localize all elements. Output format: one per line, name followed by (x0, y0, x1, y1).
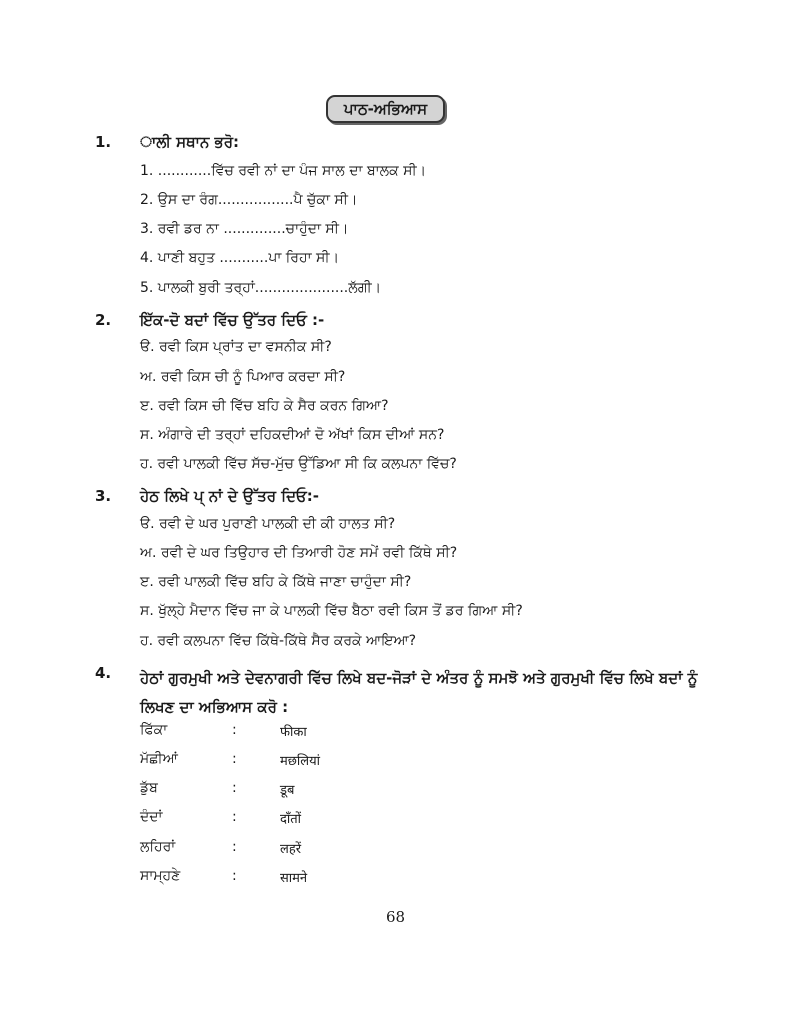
devanagari-word: मछलियां (280, 754, 320, 769)
devanagari-word: लहरें (280, 842, 302, 857)
exercise-heading: ਪਾਠ-ਅਭਿਆਸ (326, 95, 445, 123)
word-pair (140, 722, 440, 742)
section-3-title: ਹੇਠ ਲਿਖੇ ਪ੍ ਨਾਂ ਦੇ ਉੱਤਰ ਦਿਓ:- (140, 487, 319, 505)
section-3-item-2: ਅ. ਰਵੀ ਦੇ ਘਰ ਤਿਉਹਾਰ ਦੀ ਤਿਆਰੀ ਹੋਣ ਸਮੇਂ ਰਵੀ ਕਿੱਥੇ ਸੀ? (140, 545, 458, 561)
section-2-number: 2. (95, 311, 112, 329)
devanagari-word: डूब (280, 783, 295, 798)
pair-separator: : (232, 809, 237, 825)
section-3-item-5: ਹ. ਰਵੀ ਕਲਪਨਾ ਵਿੱਚ ਕਿੱਥੇ-ਕਿੱਥੇ ਸੈਰ ਕਰਕੇ ਆਇਆ? (140, 633, 417, 649)
section-2-item-1: ੳ. ਰਵੀ ਕਿਸ ਪ੍ਰਾਂਤ ਦਾ ਵਸਨੀਕ ਸੀ? (140, 339, 332, 355)
gurmukhi-word: ਫਿੱਕਾ (140, 722, 168, 738)
devanagari-word: फीका (280, 725, 307, 740)
pair-separator: : (232, 780, 237, 796)
word-pair (140, 780, 440, 800)
section-3-item-3: ੲ. ਰਵੀ ਪਾਲਕੀ ਵਿੱਚ ਬਹਿ ਕੇ ਕਿੱਥੇ ਜਾਣਾ ਚਾਹੁੰਦਾ ਸੀ? (140, 574, 412, 590)
section-4-title: ਹੇਠਾਂ ਗੁਰਮੁਖੀ ਅਤੇ ਦੇਵਨਾਗਰੀ ਵਿੱਚ ਲਿਖੇ ਬਦ-ਜੋੜਾਂ ਦੇ ਅੰਤਰ ਨੂੰ ਸਮਝੋ ਅਤੇ ਗੁਰਮੁਖੀ ਵਿੱਚ ਲਿਖੇ ਬਦਾਂ ਨੂੰ ਲਿਖਣ ਦਾ ਅਭਿਆਸ ਕਰੋ : (140, 669, 698, 716)
section-1-item-5: 5. ਪਾਲਕੀ ਬੁਰੀ ਤਰ੍ਹਾਂ.....................ਲੱਗੀ। (140, 280, 382, 296)
page-number: 68 (385, 908, 406, 926)
word-pair (140, 751, 440, 771)
section-1-item-3: 3. ਰਵੀ ਡਰ ਨਾ ..............ਚਾਹੁੰਦਾ ਸੀ। (140, 221, 349, 237)
pair-separator: : (232, 868, 237, 884)
gurmukhi-word: ਦੰਦਾਂ (140, 809, 163, 825)
section-2-item-4: ਸ. ਅੰਗਾਰੇ ਦੀ ਤਰ੍ਹਾਂ ਦਹਿਕਦੀਆਂ ਦੋ ਅੱਖਾਂ ਕਿਸ ਦੀਆਂ ਸਨ? (140, 427, 445, 443)
gurmukhi-word: ਮੱਛੀਆਂ (140, 751, 178, 767)
section-2-title: ਇੱਕ-ਦੋ ਬਦਾਂ ਵਿੱਚ ਉੱਤਰ ਦਿਓ :- (140, 311, 325, 329)
section-3-number: 3. (95, 487, 112, 505)
pair-separator: : (232, 839, 237, 855)
gurmukhi-word: ਡੁੱਬ (140, 780, 158, 796)
gurmukhi-word: ਸਾਮ੍ਹਣੇ (140, 868, 181, 884)
devanagari-word: सामने (280, 871, 308, 886)
pair-separator: : (232, 751, 237, 767)
section-4-number: 4. (95, 664, 112, 682)
section-3-item-4: ਸ. ਖੁੱਲ੍ਹੇ ਮੈਦਾਨ ਵਿੱਚ ਜਾ ਕੇ ਪਾਲਕੀ ਵਿੱਚ ਬੈਠਾ ਰਵੀ ਕਿਸ ਤੋਂ ਡਰ ਗਿਆ ਸੀ? (140, 603, 523, 619)
pair-separator: : (232, 722, 237, 738)
section-2-item-5: ਹ. ਰਵੀ ਪਾਲਕੀ ਵਿੱਚ ਸੱਚ-ਮੁੱਚ ਉੱਡਿਆ ਸੀ ਕਿ ਕਲਪਨਾ ਵਿੱਚ? (140, 456, 457, 472)
word-pair (140, 868, 440, 888)
word-pair (140, 809, 440, 829)
gurmukhi-word: ਲਹਿਰਾਂ (140, 839, 176, 855)
section-3-item-1: ੳ. ਰਵੀ ਦੇ ਘਰ ਪੁਰਾਣੀ ਪਾਲਕੀ ਦੀ ਕੀ ਹਾਲਤ ਸੀ? (140, 516, 396, 532)
section-1-title: ਾਲੀ ਸਥਾਨ ਭਰੋ: (140, 133, 240, 151)
section-1-item-2: 2. ਉਸ ਦਾ ਰੰਗ.................ਪੈ ਚੁੱਕਾ ਸੀ। (140, 192, 358, 208)
word-pair (140, 839, 440, 859)
devanagari-word: दाँतों (280, 812, 302, 827)
section-1-item-1: 1. ............ਵਿੱਚ ਰਵੀ ਨਾਂ ਦਾ ਪੰਜ ਸਾਲ ਦਾ ਬਾਲਕ ਸੀ। (140, 163, 427, 179)
section-2-item-2: ਅ. ਰਵੀ ਕਿਸ ਚੀ ਨੂੰ ਪਿਆਰ ਕਰਦਾ ਸੀ? (140, 369, 346, 385)
section-1-number: 1. (95, 133, 112, 151)
section-2-item-3: ੲ. ਰਵੀ ਕਿਸ ਚੀ ਵਿੱਚ ਬਹਿ ਕੇ ਸੈਰ ਕਰਨ ਗਿਆ? (140, 398, 389, 414)
section-1-item-4: 4. ਪਾਣੀ ਬਹੁਤ ...........ਪਾ ਰਿਹਾ ਸੀ। (140, 250, 340, 266)
